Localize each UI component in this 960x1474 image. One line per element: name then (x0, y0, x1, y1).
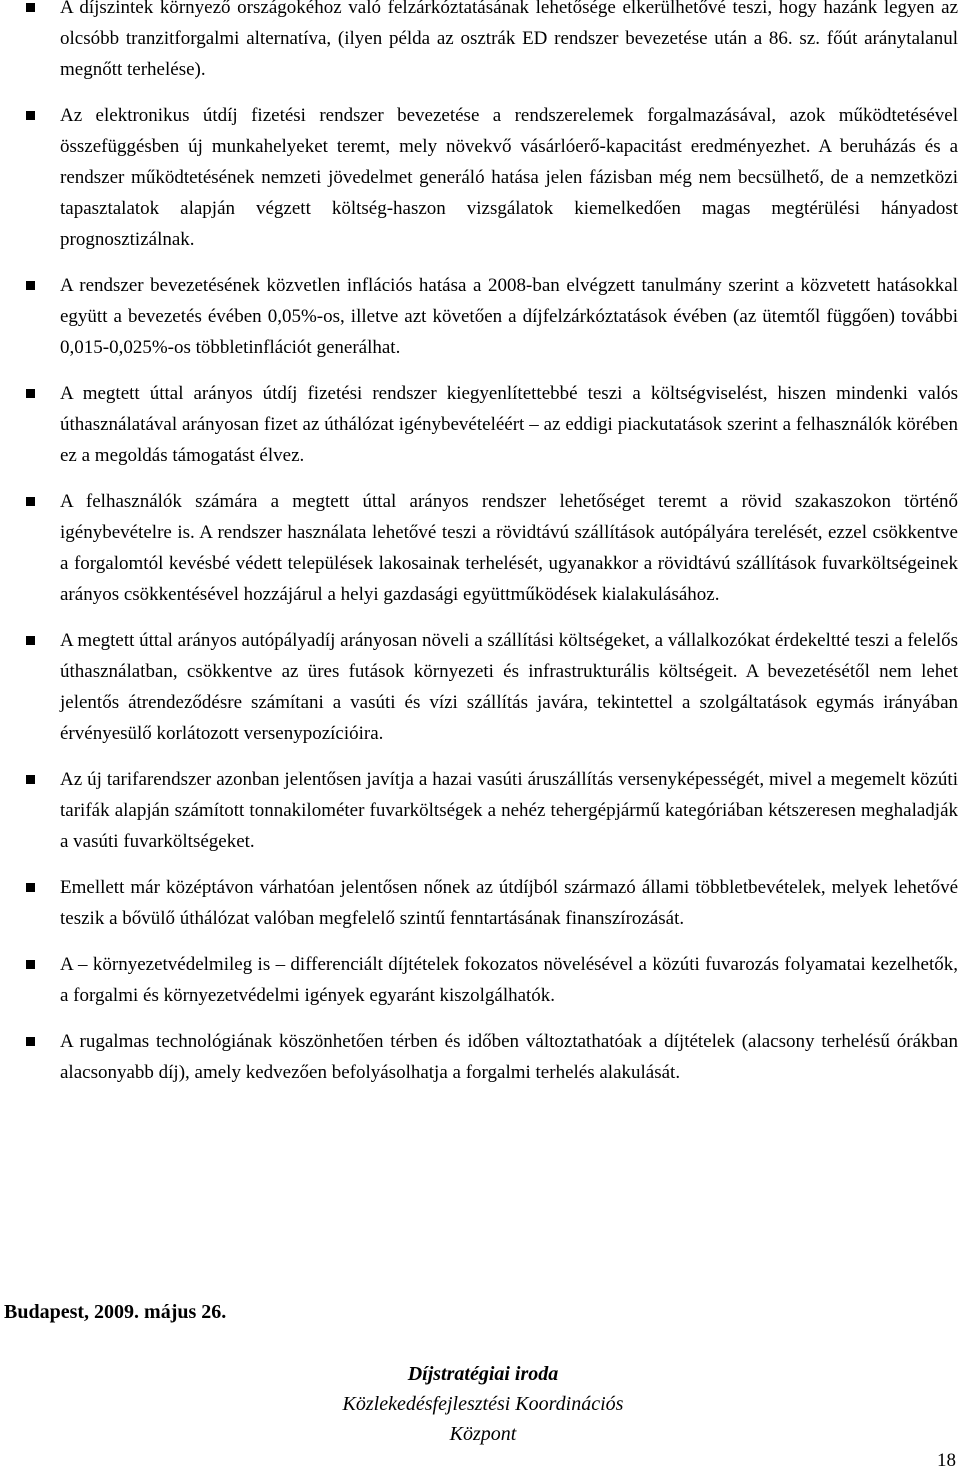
list-item (0, 378, 960, 471)
list-item (0, 270, 960, 363)
paragraph-text: Az elektronikus útdíj fizetési rendszer bevezetése a rendszerelemek forgalmazásával, azok működtetésével összefüggésben új munkahelyeket teremt, mely növekvő vásárlóerő-kapacitást eredményezhet. A beruházás és a rendszer működtetésének nemzeti jövedelmet generáló hatása jelen fázisban még nem becsülhető, de a nemzetközi tapasztalatok alapján végzett költség-haszon vizsgálatok kiemelkedően magas megtérülési hányadost prognosztizálnak. (60, 105, 958, 250)
paragraph-text: A megtett úttal arányos autópályadíj arányosan növeli a szállítási költségeket, a vállalkozókat érdekeltté teszi a felelős úthasználatban, csökkentve az üres futások környezeti és infrastrukturális költségeit. A bevezetésétől nem lehet jelentős átrendeződésre számítani a vasúti és vízi szállítás javára, tekintettel a szolgáltatások egymás irányában érvényesülő korlátozott versenypozícióira. (60, 630, 958, 744)
square-bullet-icon (26, 960, 35, 969)
paragraph-text: A megtett úttal arányos útdíj fizetési rendszer kiegyenlítettebbé teszi a költségviselést, hiszen mindenki valós úthasználatával arányosan fizet az úthálózat igénybevételéért – az eddigi piackutatások szerint a felhasználók körében ez a megoldás támogatást élvez. (60, 383, 958, 466)
square-bullet-icon (26, 389, 35, 398)
paragraph-text: A díjszintek környező országokéhoz való felzárkóztatásának lehetősége elkerülhetővé teszi, hogy hazánk legyen az olcsóbb tranzitforgalmi alternatíva, (ilyen példa az osztrák ED rendszer bevezetése után a 86. sz. főút aránytalanul megnőtt terhelése). (60, 0, 958, 80)
paragraph-text: A rugalmas technológiának köszönhetően térben és időben változtathatóak a díjtételek (alacsony terhelésű órákban alacsonyabb díj), amely kedvezően befolyásolhatja a forgalmi terhelés alakulását. (60, 1031, 958, 1083)
square-bullet-icon (26, 636, 35, 645)
square-bullet-icon (26, 1037, 35, 1046)
list-item (0, 872, 960, 934)
org-subtitle: Közlekedésfejlesztési Koordinációs Központ (342, 1393, 624, 1445)
paragraph-text: Az új tarifarendszer azonban jelentősen javítja a hazai vasúti áruszállítás versenyképességét, mivel a megemelt közúti tarifák alapján számított tonnakilométer fuvarköltségek a nehéz tehergépjármű kategóriában kétszeresen meghaladják a vasúti fuvarköltségeket. (60, 769, 958, 852)
square-bullet-icon (26, 3, 35, 12)
page-number: 18 (937, 1450, 956, 1471)
list-item (0, 100, 960, 255)
signature-block (0, 1359, 960, 1449)
list-item (0, 764, 960, 857)
square-bullet-icon (26, 883, 35, 892)
square-bullet-icon (26, 497, 35, 506)
list-item (0, 0, 960, 85)
place-date: Budapest, 2009. május 26. (4, 1301, 227, 1323)
paragraph-text: Emellett már középtávon várhatóan jelentősen nőnek az útdíjból származó állami többletbevételek, melyek lehetővé teszik a bővülő úthálózat valóban megfelelő szintű fenntartásának finanszírozását. (60, 877, 958, 929)
list-item (0, 1026, 960, 1088)
list-item (0, 949, 960, 1011)
square-bullet-icon (26, 111, 35, 120)
paragraph-text: A – környezetvédelmileg is – differenciált díjtételek fokozatos növelésével a közúti fuvarozás folyamatai kezelhetők, a forgalmi és környezetvédelmi igények egyaránt kiszolgálhatók. (60, 954, 958, 1006)
list-item (0, 486, 960, 610)
list-item (0, 625, 960, 749)
square-bullet-icon (26, 281, 35, 290)
paragraph-text: A felhasználók számára a megtett úttal arányos rendszer lehetőséget teremt a rövid szakaszokon történő igénybevételre is. A rendszer használata lehetővé teszi a rövidtávú szállítások autópályára terelését, ezzel csökkentve a forgalomtól kevésbé védett települések lakosainak terhelését, ugyanakkor a rövidtávú szállítások fuvarköltségeinek arányos csökkentésével hozzájárul a helyi gazdasági együttműködések kialakulásához. (60, 491, 958, 605)
paragraph-text: A rendszer bevezetésének közvetlen inflációs hatása a 2008-ban elvégzett tanulmány szerint a közvetett hatásokkal együtt a bevezetés évében 0,05%-os, illetve azt követően a díjfelzárkóztatások évében (az ütemtől függően) további 0,015-0,025%-os többletinflációt generálhat. (60, 275, 958, 358)
square-bullet-icon (26, 775, 35, 784)
org-name: Díjstratégiai iroda (407, 1363, 559, 1385)
